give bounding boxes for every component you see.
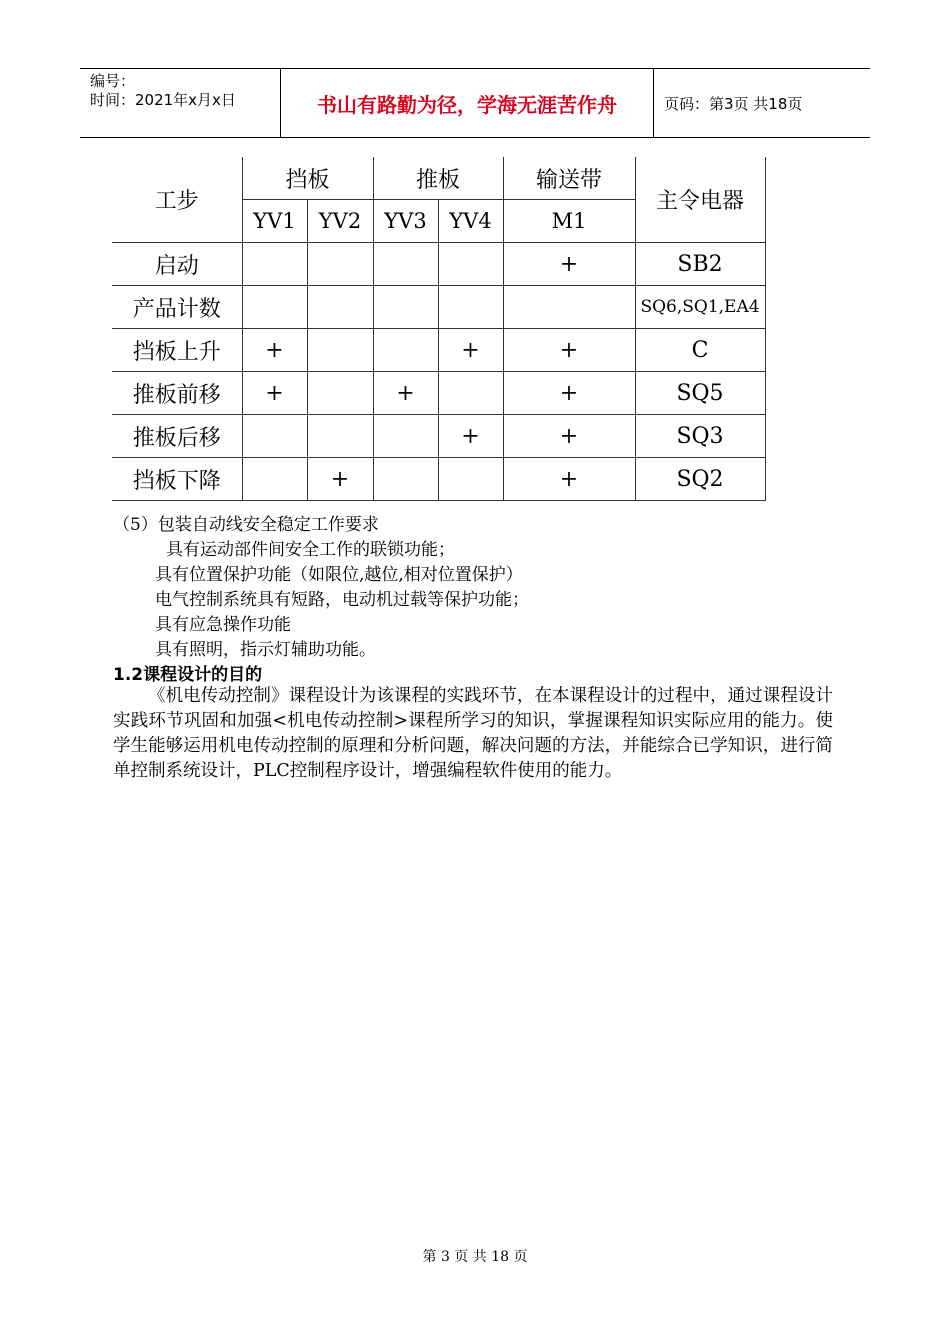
master-cell: SB2 [635, 243, 765, 286]
table-cell: + [438, 415, 503, 458]
table-cell [307, 286, 373, 329]
table-cell: + [503, 458, 635, 501]
table-cell: + [438, 329, 503, 372]
section-paragraph [113, 684, 833, 784]
requirement-item: 具有位置保护功能（如限位,越位,相对位置保护） [155, 565, 523, 585]
table-cell [438, 372, 503, 415]
requirement-item: 电气控制系统具有短路，电动机过载等保护功能； [155, 590, 529, 610]
master-cell: C [635, 329, 765, 372]
table-row [112, 458, 765, 501]
group-header-conveyor: 输送带 [503, 157, 635, 200]
table-cell: + [503, 415, 635, 458]
paragraph-text: 《机电传动控制》课程设计为该课程的实践环节，在本课程设计的过程中，通过课程设计实践环节巩固和加强<机电传动控制>课程所学习的知识，掌握课程知识实际应用的能力。使学生能够运用机电传动控制的原理和分析问题，解决问题的方法，并能综合已学知识，进行简单控制系统设计，PLC控制程序设计，增强编程软件使用的能力。 [113, 686, 833, 781]
header-meta [80, 69, 281, 137]
step-table [112, 157, 766, 501]
step-cell: 产品计数 [112, 286, 242, 329]
table-cell: + [242, 329, 307, 372]
table-cell [242, 286, 307, 329]
date-label: 时间：2021年x月x日 [90, 91, 236, 109]
page-header [80, 68, 870, 138]
requirement-item: 具有应急操作功能 [155, 615, 291, 635]
group-header-pusher: 推板 [373, 157, 503, 200]
page-footer: 第 3 页 共 18 页 [422, 1249, 528, 1265]
table-row [112, 329, 765, 372]
step-cell: 启动 [112, 243, 242, 286]
section-heading: 1.2课程设计的目的 [113, 665, 263, 685]
requirements-title: （5）包装自动线安全稳定工作要求 [113, 515, 379, 535]
sub-header-yv3: YV3 [373, 200, 438, 243]
step-cell: 推板后移 [112, 415, 242, 458]
sub-header-yv2: YV2 [307, 200, 373, 243]
table-cell: + [242, 372, 307, 415]
table-cell [503, 286, 635, 329]
master-cell: SQ6,SQ1,EA4 [635, 286, 765, 329]
table-row [112, 372, 765, 415]
sub-header-yv4: YV4 [438, 200, 503, 243]
header-page-label: 页码：第3页 共18页 [664, 94, 803, 113]
table-row [112, 243, 765, 286]
table-row [112, 415, 765, 458]
step-cell: 挡板下降 [112, 458, 242, 501]
table-cell [307, 329, 373, 372]
table-cell [307, 415, 373, 458]
table-cell [242, 243, 307, 286]
table-cell [373, 243, 438, 286]
requirement-item: 具有照明，指示灯辅助功能。 [155, 640, 376, 660]
step-cell: 挡板上升 [112, 329, 242, 372]
group-header-baffle: 挡板 [242, 157, 373, 200]
table-cell [438, 458, 503, 501]
table-cell: + [503, 372, 635, 415]
table-cell: + [503, 329, 635, 372]
step-header: 工步 [112, 157, 242, 243]
table-cell [373, 458, 438, 501]
table-cell: + [373, 372, 438, 415]
table-cell [242, 458, 307, 501]
table-cell [438, 243, 503, 286]
sub-header-m1: M1 [503, 200, 635, 243]
sub-header-yv1: YV1 [242, 200, 307, 243]
table-cell: + [307, 458, 373, 501]
master-cell: SQ3 [635, 415, 765, 458]
table-cell [307, 243, 373, 286]
master-cell: SQ5 [635, 372, 765, 415]
master-cell: SQ2 [635, 458, 765, 501]
table-row [112, 286, 765, 329]
table-cell [373, 286, 438, 329]
requirement-item: 具有运动部件间安全工作的联锁功能； [166, 540, 455, 560]
table-cell [242, 415, 307, 458]
table-cell [373, 329, 438, 372]
table-cell [438, 286, 503, 329]
header-motto: 书山有路勤为径，学海无涯苦作舟 [281, 69, 654, 137]
table-cell: + [503, 243, 635, 286]
number-label: 编号： [90, 72, 136, 90]
table-cell [307, 372, 373, 415]
step-cell: 推板前移 [112, 372, 242, 415]
table-cell [373, 415, 438, 458]
master-header: 主令电器 [635, 157, 765, 243]
